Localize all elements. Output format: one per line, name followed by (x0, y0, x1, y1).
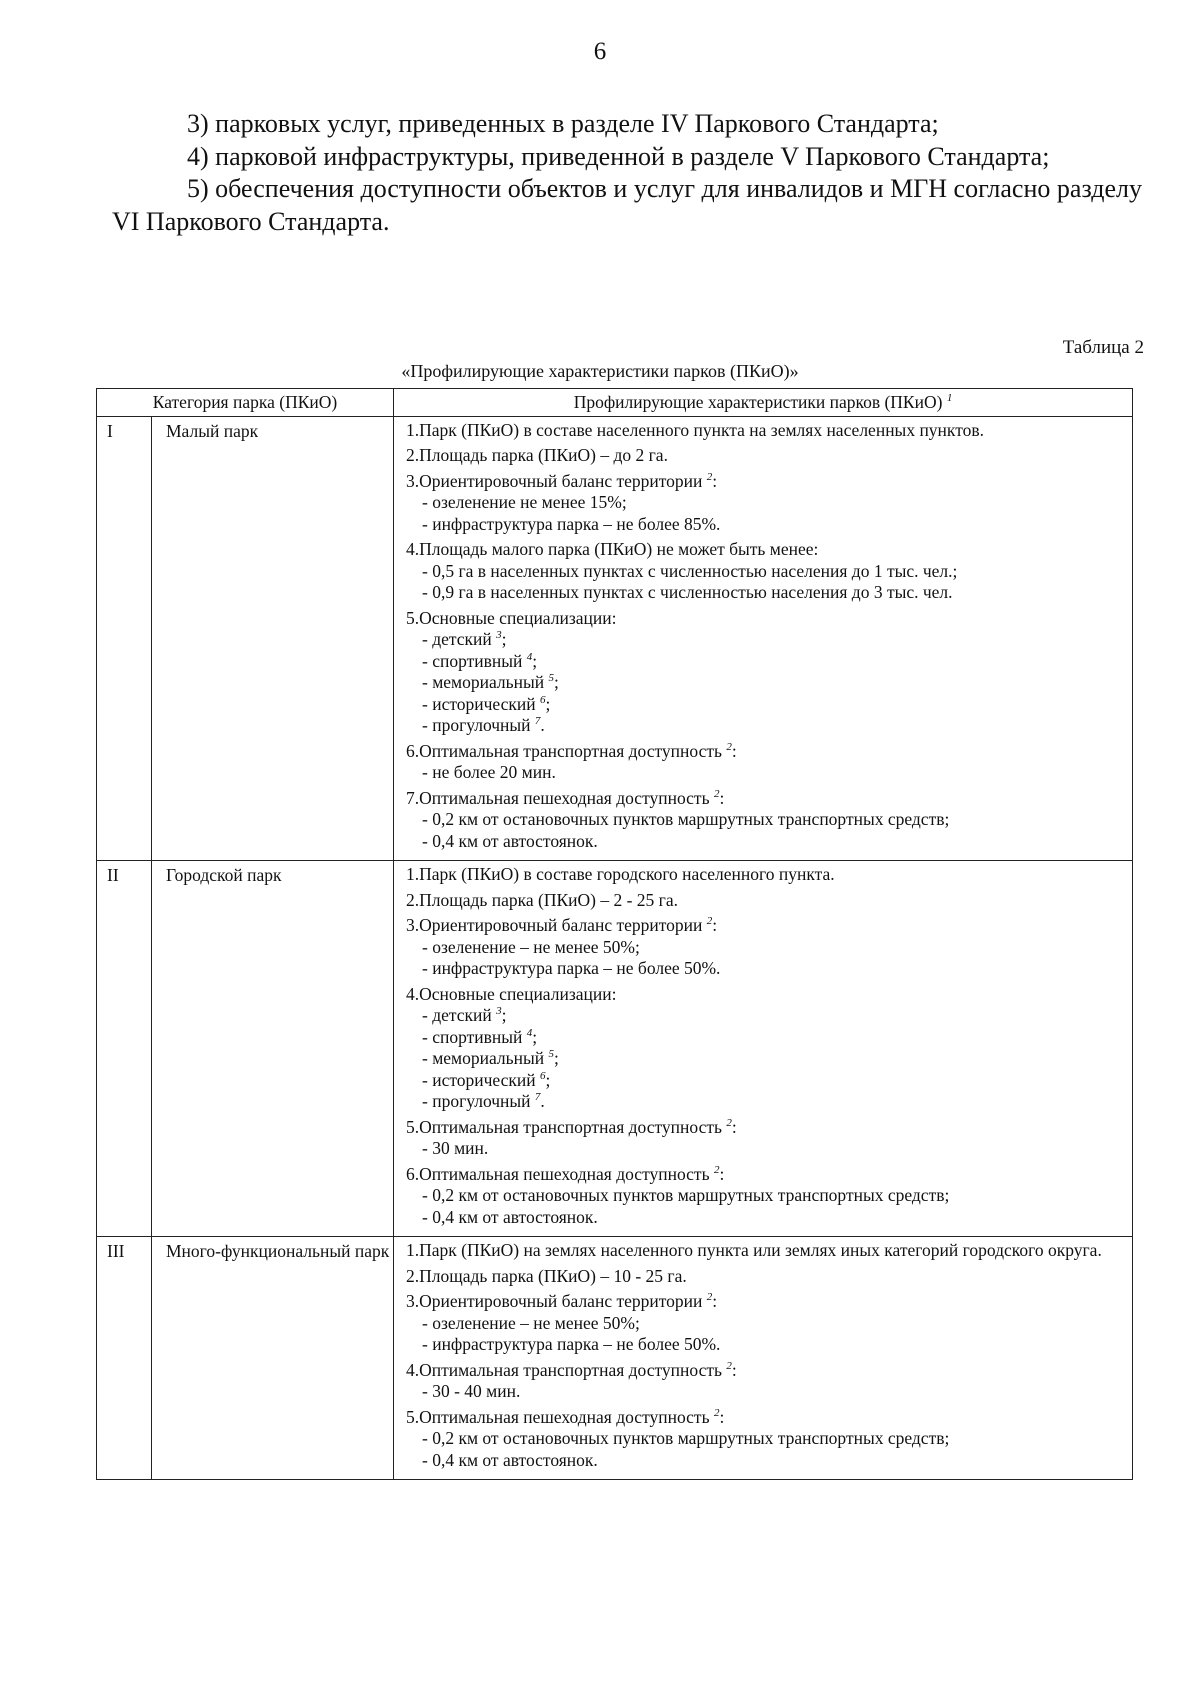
characteristic-item (406, 1164, 1122, 1229)
sublist-item (422, 958, 1122, 980)
characteristic-item (406, 1291, 1122, 1356)
sublist-item (422, 629, 1122, 651)
characteristic-text: 4.Основные специализации: (406, 983, 617, 1004)
characteristic-item (406, 741, 1122, 784)
table-number: Таблица 2 (1062, 337, 1144, 358)
punctuation: . (540, 715, 545, 735)
sublist-text: 0,4 км от автостоянок. (432, 830, 598, 851)
characteristic-heading (406, 1407, 1122, 1429)
footnote-ref: 2 (706, 915, 713, 928)
characteristic-text: 6.Оптимальная транспортная доступность (406, 740, 722, 761)
sublist-item (422, 1207, 1122, 1229)
characteristic-sublist (406, 1428, 1122, 1471)
characteristic-sublist (406, 809, 1122, 852)
punctuation: ; (545, 1069, 551, 1090)
sublist-text: не более 20 мин. (432, 762, 556, 782)
sublist-item (422, 1091, 1122, 1113)
characteristic-text: 4.Площадь малого парка (ПКиО) не может быть менее: (406, 539, 819, 559)
sublist-text: инфраструктура парка – не более 50%. (432, 958, 721, 978)
sublist-text: 0,2 км от остановочных пунктов маршрутных транспортных средств; (432, 1428, 950, 1448)
punctuation: . (540, 1091, 545, 1111)
footnote-ref: 1 (946, 392, 953, 405)
characteristic-heading (406, 1291, 1122, 1313)
footnote-ref: 2 (706, 1291, 713, 1304)
punctuation: : (719, 787, 725, 808)
row-characteristics (394, 861, 1133, 1237)
characteristic-item (406, 788, 1122, 853)
characteristic-item (406, 890, 1122, 912)
characteristic-text: 1.Парк (ПКиО) в составе населенного пункта на землях населенных пунктов. (406, 419, 984, 440)
sublist-text: 30 - 40 мин. (432, 1381, 521, 1401)
intro-item: 3) парковых услуг, приведенных в разделе IV Паркового Стандарта; (187, 109, 939, 138)
row-number: I (97, 416, 152, 861)
characteristic-text: 2.Площадь парка (ПКиО) – 10 - 25 га. (406, 1265, 687, 1286)
sublist-text: озеленение – не менее 50%; (432, 1312, 640, 1333)
sublist-text: 0,9 га в населенных пунктах с численностью населения до 3 тыс. чел. (432, 582, 953, 602)
punctuation: : (712, 1291, 718, 1311)
characteristic-item (406, 1407, 1122, 1472)
table-header-row (97, 389, 1133, 417)
footnote-ref: 3 (496, 629, 502, 642)
characteristic-heading (406, 539, 1122, 561)
footnote-ref: 4 (526, 1026, 533, 1039)
characteristic-heading (406, 1117, 1122, 1139)
sublist-item (422, 672, 1122, 694)
characteristic-text: 6.Оптимальная пешеходная доступность (406, 1163, 710, 1184)
sublist-text: 0,5 га в населенных пунктах с численностью населения до 1 тыс. чел.; (432, 560, 958, 581)
characteristic-text: 4.Оптимальная транспортная доступность (406, 1359, 722, 1380)
punctuation: : (719, 1406, 725, 1427)
punctuation: ; (501, 629, 507, 649)
sublist-text: исторический (432, 1069, 536, 1090)
characteristic-item (406, 539, 1122, 604)
characteristic-heading (406, 984, 1122, 1006)
sublist-item (422, 514, 1122, 536)
sublist-text: 30 мин. (432, 1138, 489, 1158)
sublist-item (422, 1450, 1122, 1472)
characteristic-text: 3.Ориентировочный баланс территории (406, 1291, 703, 1311)
footnote-ref: 3 (496, 1005, 502, 1018)
sublist-text: 0,2 км от остановочных пунктов маршрутных транспортных средств; (432, 809, 950, 829)
sublist-item (422, 1334, 1122, 1356)
characteristic-item (406, 471, 1122, 536)
sublist-text: озеленение – не менее 50%; (432, 936, 640, 957)
footnote-ref: 2 (713, 1406, 720, 1419)
characteristic-text: 5.Оптимальная пешеходная доступность (406, 1406, 710, 1427)
characteristic-heading (406, 1240, 1122, 1262)
footnote-ref: 5 (548, 1048, 554, 1061)
characteristic-sublist (406, 1005, 1122, 1113)
characteristic-heading (406, 1360, 1122, 1382)
sublist-text: инфраструктура парка – не более 85%. (432, 513, 721, 534)
characteristic-heading (406, 741, 1122, 763)
sublist-text: 0,4 км от автостоянок. (432, 1449, 598, 1470)
characteristic-text: 5.Оптимальная транспортная доступность (406, 1116, 722, 1137)
row-number: III (97, 1237, 152, 1480)
row-category: Малый парк (152, 416, 394, 861)
characteristic-item (406, 915, 1122, 980)
characteristic-heading (406, 890, 1122, 912)
characteristic-text: 3.Ориентировочный баланс территории (406, 470, 703, 491)
punctuation: : (731, 740, 737, 761)
park-characteristics-table (96, 388, 1133, 1480)
footnote-ref: 2 (726, 1116, 732, 1129)
sublist-item (422, 1381, 1122, 1403)
sublist-item (422, 762, 1122, 784)
characteristic-item (406, 445, 1122, 467)
footnote-ref: 7 (534, 715, 541, 728)
characteristic-heading (406, 420, 1122, 442)
punctuation: ; (501, 1005, 507, 1025)
punctuation: : (719, 1163, 725, 1184)
intro-list (112, 108, 1142, 238)
table-body (97, 416, 1133, 1480)
sublist-text: спортивный (432, 650, 523, 671)
footnote-ref: 2 (726, 740, 732, 753)
sublist-text: детский (432, 1005, 492, 1025)
sublist-item (422, 809, 1122, 831)
footnote-ref: 7 (534, 1091, 541, 1104)
sublist-item (422, 1138, 1122, 1160)
characteristic-text: 2.Площадь парка (ПКиО) – 2 - 25 га. (406, 889, 679, 910)
sublist-text: исторический (432, 693, 536, 714)
sublist-text: инфраструктура парка – не более 50%. (432, 1334, 721, 1354)
row-category: Много-функциональный парк (152, 1237, 394, 1480)
row-category: Городской парк (152, 861, 394, 1237)
punctuation: ; (532, 650, 538, 671)
sublist-text: 0,4 км от автостоянок. (432, 1206, 598, 1227)
characteristic-item (406, 420, 1122, 442)
sublist-item (422, 694, 1122, 716)
footnote-ref: 2 (726, 1359, 732, 1372)
characteristic-heading (406, 915, 1122, 937)
sublist-text: детский (432, 629, 492, 649)
sublist-item (422, 831, 1122, 853)
footnote-ref: 4 (526, 650, 533, 663)
characteristic-text: 3.Ориентировочный баланс территории (406, 915, 703, 935)
sublist-item (422, 582, 1122, 604)
footnote-ref: 2 (713, 1163, 720, 1176)
characteristic-heading (406, 864, 1122, 886)
sublist-item (422, 715, 1122, 737)
sublist-item (422, 1070, 1122, 1092)
characteristic-sublist (406, 1313, 1122, 1356)
sublist-item (422, 1005, 1122, 1027)
page-number: 6 (593, 38, 607, 65)
sublist-text: прогулочный (432, 715, 531, 735)
row-characteristics (394, 416, 1133, 861)
characteristic-item (406, 1266, 1122, 1288)
sublist-item (422, 1313, 1122, 1335)
intro-item: 4) парковой инфраструктуры, приведенной в разделе V Паркового Стандарта; (187, 141, 1050, 171)
column-header-characteristics-label: Профилирующие характеристики парков (ПКиО) (573, 392, 943, 412)
table-row (97, 861, 1133, 1237)
sublist-item (422, 651, 1122, 673)
table-title: «Профилирующие характеристики парков (ПКиО)» (401, 361, 799, 381)
footnote-ref: 6 (540, 1069, 546, 1082)
characteristic-heading (406, 788, 1122, 810)
characteristic-item (406, 1117, 1122, 1160)
characteristic-item (406, 608, 1122, 737)
characteristic-item (406, 864, 1122, 886)
characteristic-text: 1.Парк (ПКиО) в составе городского населенного пункта. (406, 864, 835, 884)
sublist-item (422, 1428, 1122, 1450)
characteristic-item (406, 1360, 1122, 1403)
sublist-text: спортивный (432, 1026, 523, 1047)
characteristic-sublist (406, 629, 1122, 737)
sublist-text: мемориальный (432, 672, 545, 692)
sublist-item (422, 1027, 1122, 1049)
characteristic-text: 7.Оптимальная пешеходная доступность (406, 787, 710, 808)
intro-item: 5) обеспечения доступности объектов и услуг для инвалидов и МГН согласно разделу VI Паркового Стандарта. (112, 174, 1142, 236)
footnote-ref: 2 (706, 470, 713, 483)
sublist-item (422, 937, 1122, 959)
sublist-item (422, 492, 1122, 514)
footnote-ref: 2 (713, 787, 720, 800)
row-characteristics (394, 1237, 1133, 1480)
punctuation: ; (532, 1026, 538, 1047)
punctuation: : (731, 1359, 737, 1380)
characteristic-sublist (406, 561, 1122, 604)
sublist-item (422, 1185, 1122, 1207)
characteristic-item (406, 984, 1122, 1113)
sublist-text: прогулочный (432, 1091, 531, 1111)
characteristic-sublist (406, 1381, 1122, 1403)
column-header-characteristics (394, 389, 1133, 417)
characteristic-item (406, 1240, 1122, 1262)
sublist-item (422, 561, 1122, 583)
punctuation: ; (553, 1048, 559, 1068)
characteristic-heading (406, 1266, 1122, 1288)
punctuation: ; (553, 672, 559, 692)
characteristic-heading (406, 445, 1122, 467)
characteristic-sublist (406, 937, 1122, 980)
sublist-item (422, 1048, 1122, 1070)
sublist-text: 0,2 км от остановочных пунктов маршрутных транспортных средств; (432, 1185, 950, 1205)
characteristic-text: 2.Площадь парка (ПКиО) – до 2 га. (406, 445, 668, 465)
characteristic-text: 1.Парк (ПКиО) на землях населенного пункта или землях иных категорий городского округа. (406, 1240, 1102, 1260)
characteristic-heading (406, 471, 1122, 493)
punctuation: : (712, 915, 718, 935)
punctuation: : (731, 1116, 737, 1137)
characteristic-heading (406, 608, 1122, 630)
characteristic-sublist (406, 1185, 1122, 1228)
footnote-ref: 6 (540, 693, 546, 706)
sublist-text: озеленение не менее 15%; (432, 492, 627, 512)
sublist-text: мемориальный (432, 1048, 545, 1068)
punctuation: : (712, 470, 718, 491)
punctuation: ; (545, 693, 551, 714)
characteristic-text: 5.Основные специализации: (406, 607, 617, 628)
table-row (97, 416, 1133, 861)
footnote-ref: 5 (548, 672, 554, 685)
column-header-category: Категория парка (ПКиО) (97, 389, 394, 417)
characteristic-sublist (406, 762, 1122, 784)
row-number: II (97, 861, 152, 1237)
table-row (97, 1237, 1133, 1480)
characteristic-heading (406, 1164, 1122, 1186)
characteristic-sublist (406, 1138, 1122, 1160)
characteristic-sublist (406, 492, 1122, 535)
